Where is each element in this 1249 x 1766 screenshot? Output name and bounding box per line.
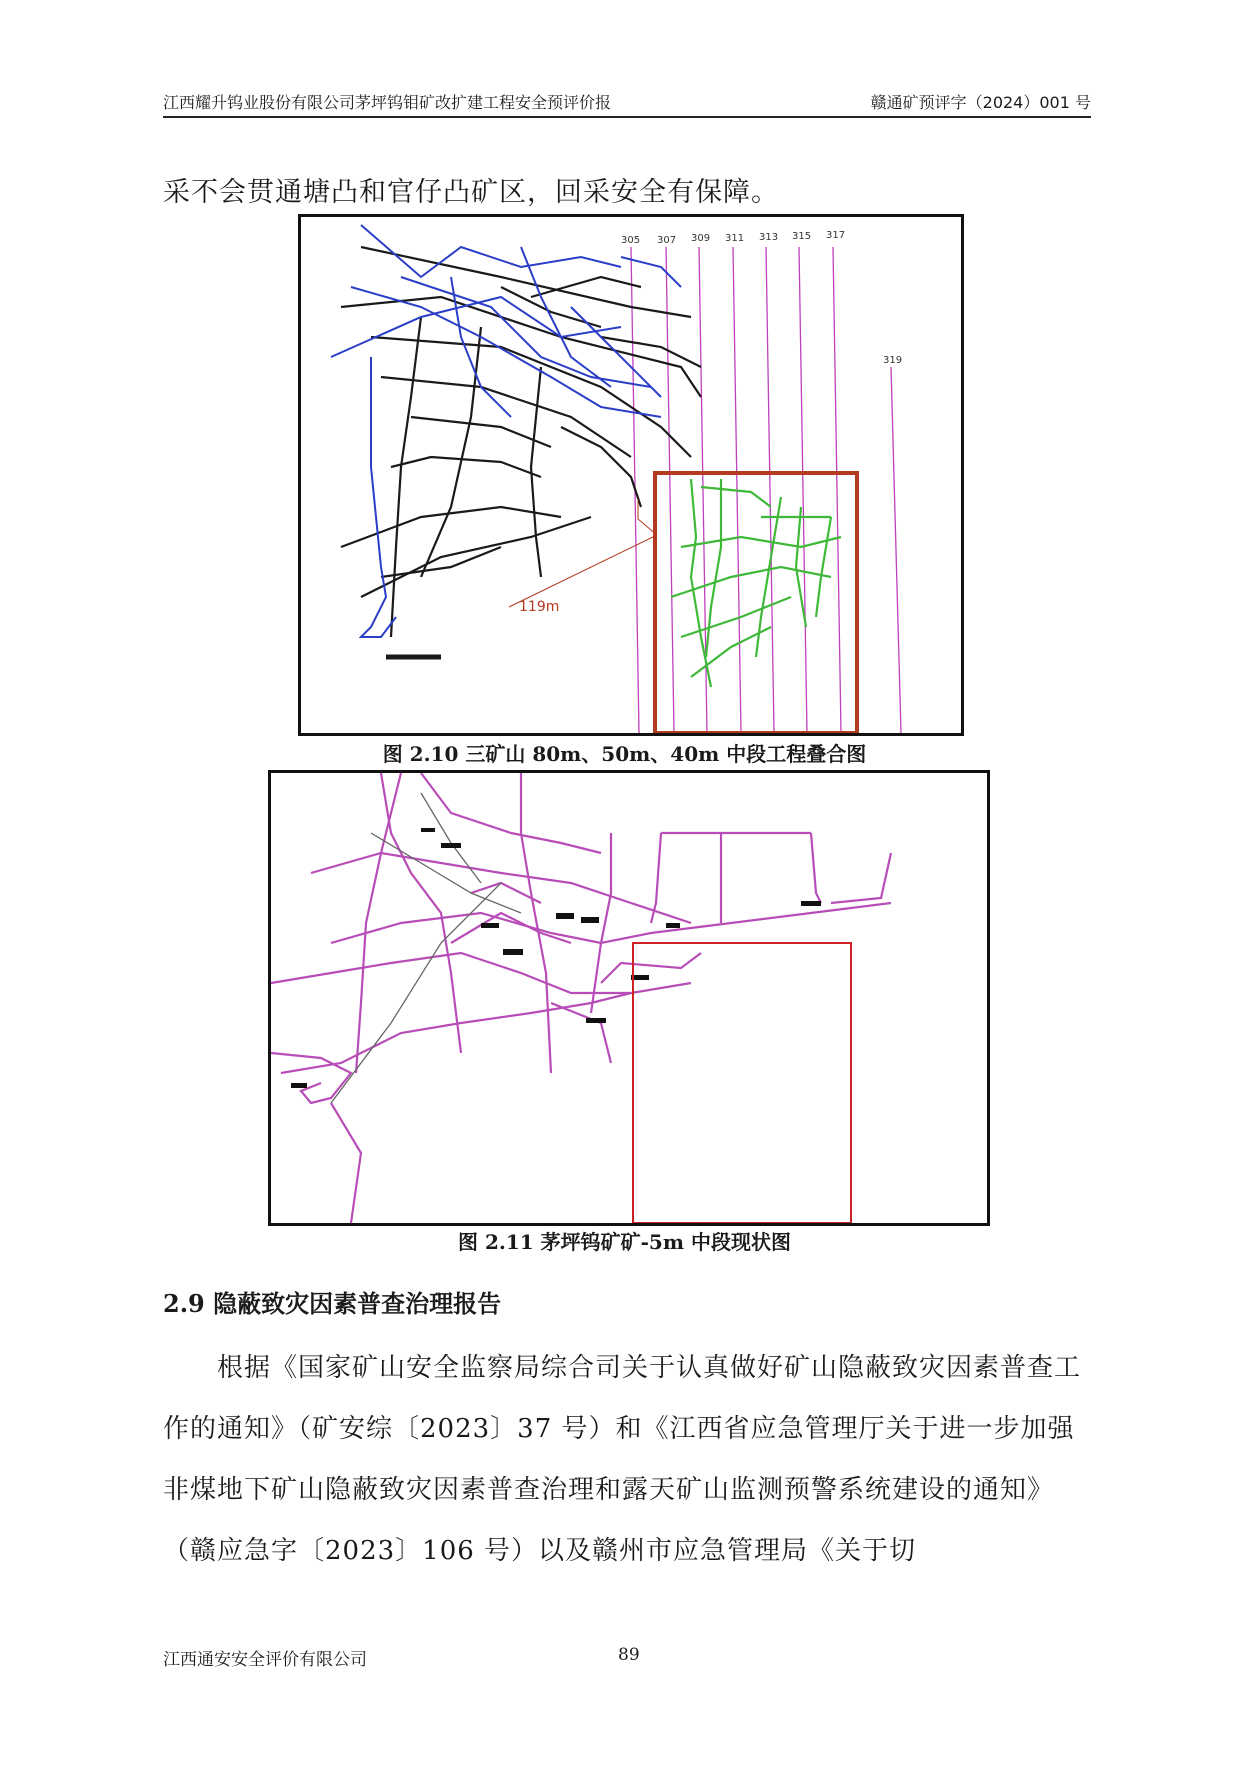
- green-drifts: [671, 479, 841, 687]
- grey-lines: [331, 793, 521, 1103]
- mine-level-drawing: [271, 773, 987, 1223]
- survey-lines: [631, 247, 901, 733]
- magenta-drifts: [271, 773, 891, 1223]
- label-309: 309: [691, 233, 711, 244]
- footer-company: 江西通安安全评价有限公司: [163, 1650, 367, 1670]
- distance-label: 119m: [519, 599, 560, 615]
- label-311: 311: [725, 233, 745, 244]
- label-319: 319: [883, 355, 903, 366]
- header-doc-number: 赣通矿预评字（2024）001 号: [870, 93, 1091, 112]
- label-305: 305: [621, 235, 641, 246]
- label-307: 307: [657, 235, 677, 246]
- figure-2-11: [268, 770, 990, 1226]
- section-heading: 2.9 隐蔽致灾因素普查治理报告: [163, 1289, 502, 1318]
- label-313: 313: [759, 232, 779, 243]
- header-title: 江西耀升钨业股份有限公司茅坪钨钼矿改扩建工程安全预评价报: [163, 93, 612, 112]
- body-paragraph: 根据《国家矿山安全监察局综合司关于认真做好矿山隐蔽致灾因素普查工作的通知》（矿安综〔2023〕37 号）和《江西省应急管理厅关于进一步加强非煤地下矿山隐蔽致灾因素普查治理和露天矿山监测预警系统建设的通知》（赣应急字〔2023〕106 号）以及赣州市应急管理局《关于切: [163, 1353, 1082, 1566]
- black-drifts: [341, 247, 701, 637]
- label-315: 315: [792, 231, 812, 242]
- boundary-rect: [655, 473, 857, 733]
- page-header: [163, 86, 1091, 118]
- figure-2-11-caption: 图 2.11 茅坪钨矿矿-5m 中段现状图: [458, 1230, 791, 1254]
- boundary-rect-2: [633, 943, 851, 1223]
- label-317: 317: [826, 230, 846, 241]
- page-number: 89: [618, 1645, 640, 1665]
- survey-line-labels: [621, 230, 902, 366]
- mine-overlay-drawing: [301, 217, 961, 733]
- figure-2-10-caption: 图 2.10 三矿山 80m、50m、40m 中段工程叠合图: [382, 742, 867, 766]
- blue-drifts: [331, 225, 681, 637]
- figure-2-10: [298, 214, 964, 736]
- intro-text: 采不会贯通塘凸和官仔凸矿区，回采安全有保障。: [163, 177, 779, 208]
